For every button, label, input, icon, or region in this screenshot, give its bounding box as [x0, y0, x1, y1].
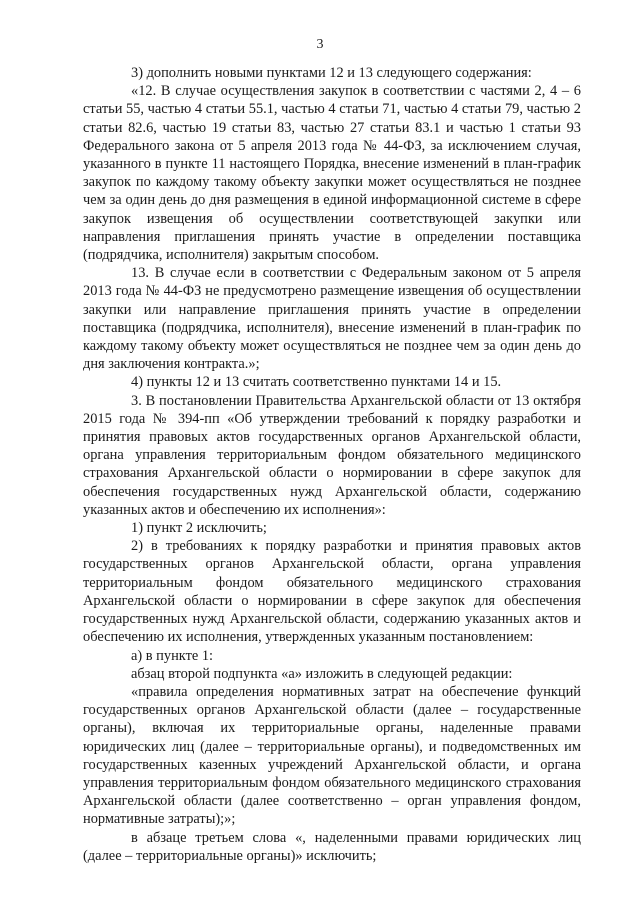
paragraph-abzac-second: абзац второй подпункта «а» изложить в следующей редакции:	[131, 665, 513, 682]
paragraph-item-4: 4) пункты 12 и 13 считать соответственно пунктами 14 и 15.	[131, 374, 502, 391]
paragraph-abzac-third: в абзаце третьем слова «, наделенными правами юридических лиц (далее – территориальные органы)» исключить;	[83, 829, 581, 864]
paragraph-rules-quote: «правила определения нормативных затрат на обеспечение функций государственных органов Архангельской области (далее – государственные органы), включая их территориальные органы, наделенные правами юридических лиц (далее – территориальные органы), и подведомственных им государственных казенных учреждений Архангельской области, и органа управления территориальным фондом обязательного медицинского страхования Архангельской области (далее соответственно – орган управления фондом, нормативные затраты);»;	[83, 683, 581, 828]
paragraph-subitem-2: 2) в требованиях к порядку разработки и принятия правовых актов государственных органов Архангельской области, органа управления территориальным фондом обязательного медицинского страхования Архангельской области о нормировании в сфере закупок для обеспечения государственных нужд Архангельской области, содержанию указанных актов и обеспечению их исполнения, утвержденных указанным постановлением:	[83, 538, 581, 646]
paragraph-point-13: 13. В случае если в соответствии с Федеральным законом от 5 апреля 2013 года № 44-ФЗ не предусмотрено размещение извещения об осуществлении закупки или направление приглашения принять участие в определении поставщика (подрядчика, исполнителя), внесение изменений в план-график по каждому такому объекту может осуществляться не позднее чем за один день до дня заключения контракта.»;	[83, 265, 581, 373]
paragraph-subitem-a: а) в пункте 1:	[131, 647, 214, 664]
paragraph-point-12: «12. В случае осуществления закупок в соответствии с частями 2, 4 – 6 статьи 55, частью 4 статьи 55.1, частью 4 статьи 71, частью 4 статьи 79, частью 2 статьи 82.6, частью 19 статьи 83, частью 27 статьи 83.1 и частью 1 статьи 93 Федерального закона от 5 апреля 2013 года № 44-ФЗ, за исключением случая, указанного в пункте 11 настоящего Порядка, внесение изменений в план-график закупок по каждому такому объекту закупки может осуществляться не позднее чем за один день до дня размещения в единой информационной системе в сфере закупок извещения об осуществлении соответствующей закупки или направления приглашения принять участие в определении поставщика (подрядчика, исполнителя) закрытым способом.	[83, 83, 581, 264]
paragraph-item-3: 3) дополнить новыми пунктами 12 и 13 следующего содержания:	[131, 65, 532, 81]
page-number: 3	[316, 37, 324, 52]
paragraph-subitem-1: 1) пункт 2 исключить;	[131, 520, 267, 537]
document-body	[83, 64, 581, 865]
paragraph-section-3: 3. В постановлении Правительства Архангельской области от 13 октября 2015 года № 394-пп «Об утверждении требований к порядку разработки и принятия правовых актов государственных органов Архангельской области, органа управления территориальным фондом обязательного медицинского страхования Архангельской области о нормировании в сфере закупок для обеспечения государственных нужд Архангельской области, содержанию указанных актов и обеспечению их исполнения»:	[83, 392, 581, 518]
